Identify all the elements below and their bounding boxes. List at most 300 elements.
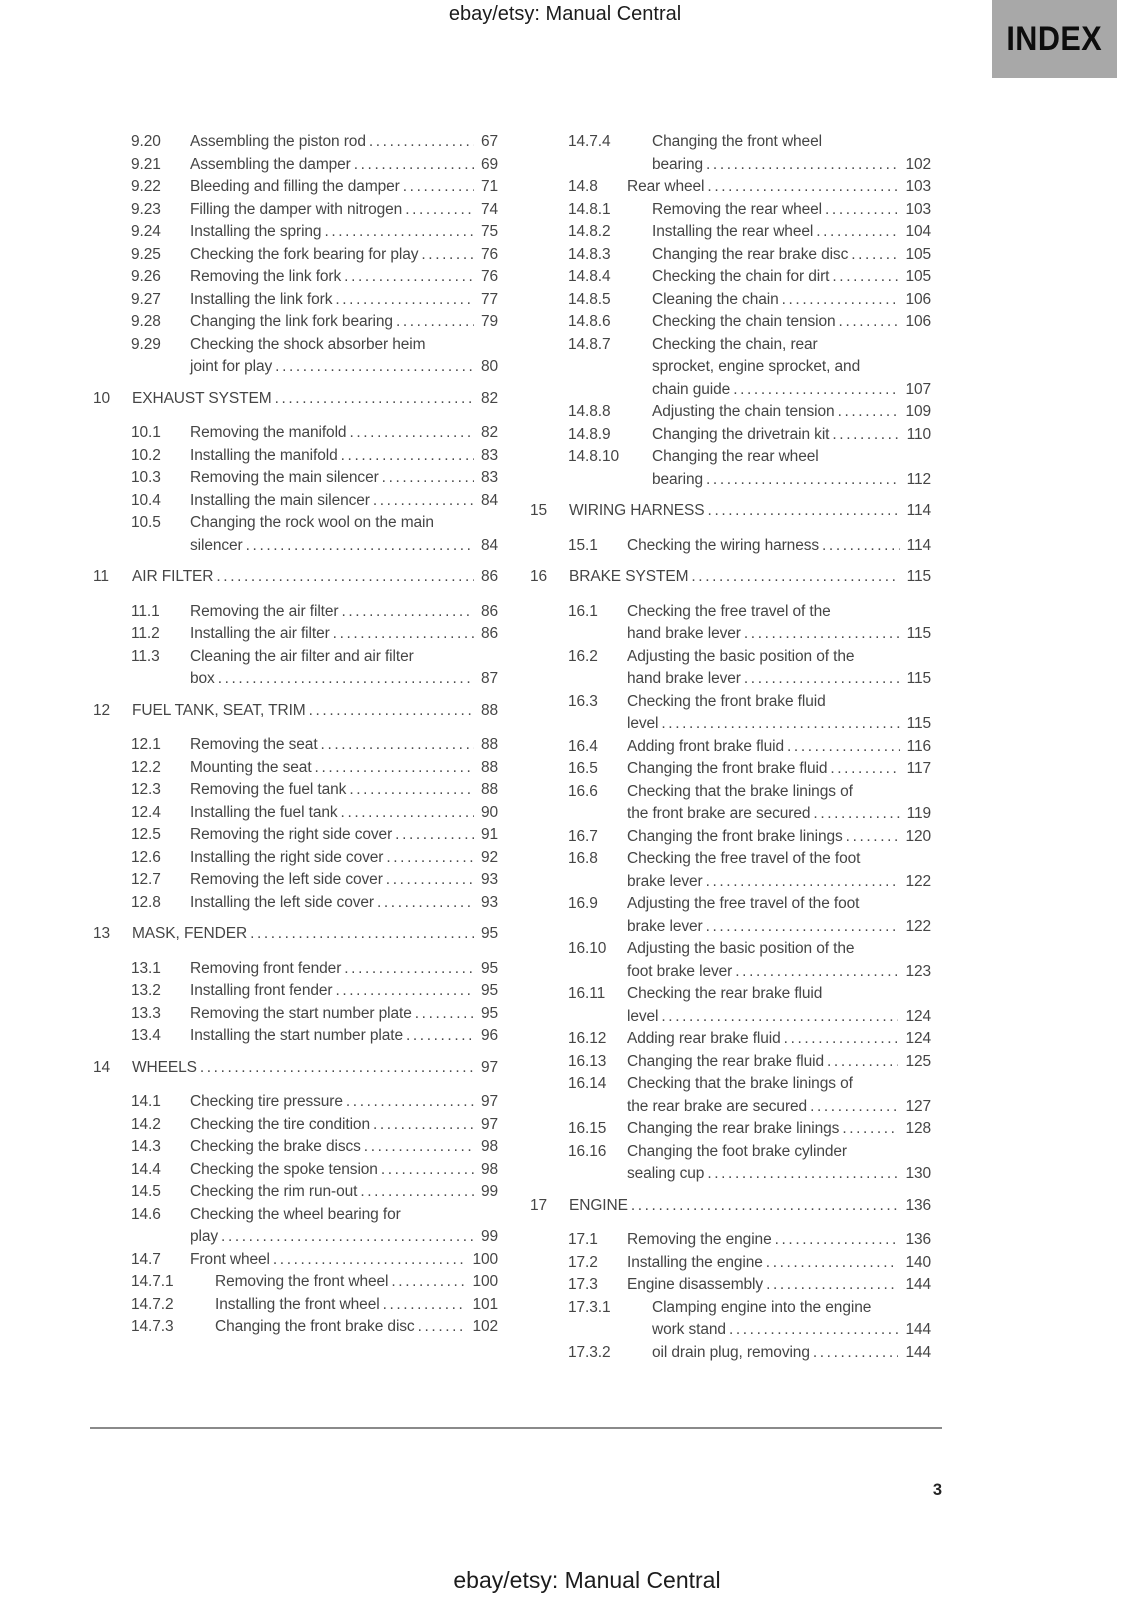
- toc-entry-body: [652, 311, 931, 334]
- toc-entry-page: 124: [905, 1030, 931, 1047]
- toc-entry-last-line: [627, 1051, 931, 1074]
- toc-entry-last-line: [190, 176, 498, 199]
- toc-entry-body: [652, 289, 931, 312]
- dot-leader: [335, 289, 474, 312]
- toc-entry-number: 16.7: [568, 827, 598, 845]
- toc-entry-title: Cleaning the chain: [652, 290, 779, 308]
- toc-chapter-row: [530, 500, 931, 523]
- toc-entry-page: 103: [905, 200, 931, 218]
- toc-entry-page: 90: [480, 803, 498, 821]
- toc-entry-number: 14.5: [131, 1183, 161, 1200]
- page-footer-title: ebay/etsy: Manual Central: [453, 1567, 721, 1593]
- toc-entry-body: [132, 700, 498, 723]
- toc-entry-title: Removing the rear wheel: [652, 200, 823, 218]
- toc-entry-body: [190, 1114, 498, 1137]
- toc-entry-body: [190, 1091, 498, 1114]
- toc-entry-last-line: [627, 1118, 931, 1141]
- toc-entry-last-line: [190, 1003, 498, 1026]
- toc-entry-number: 14.2: [131, 1115, 161, 1133]
- toc-entry-number: 13.3: [131, 1004, 161, 1022]
- footer-page-number: 3: [932, 1481, 942, 1499]
- dot-leader: [246, 535, 474, 558]
- toc-entry-title: Engine disassembly: [627, 1276, 764, 1293]
- toc-entry-body: [190, 980, 498, 1003]
- toc-entry-body: [652, 424, 931, 447]
- toc-entry-body: [627, 736, 931, 759]
- dot-leader: [832, 266, 898, 289]
- dot-leader: [360, 1181, 474, 1204]
- toc-entry-last-line: [190, 311, 498, 334]
- toc-entry-last-line: [190, 422, 498, 445]
- toc-entry-last-line: [627, 1006, 931, 1029]
- toc-entry-number: 13.1: [131, 959, 161, 977]
- toc-entry-title: chain guide: [652, 380, 731, 398]
- dot-leader: [729, 1319, 898, 1342]
- toc-entry-row: [530, 266, 931, 289]
- toc-entry-number: 9.20: [131, 133, 161, 150]
- toc-entry-title-line: Changing the rock wool on the main: [190, 514, 434, 531]
- toc-entry-row: [530, 535, 931, 558]
- toc-entry-title: foot brake lever: [627, 962, 733, 980]
- toc-entry-number: 11.2: [131, 625, 160, 642]
- dot-leader: [349, 779, 474, 802]
- toc-entry-title: Mounting the seat: [190, 758, 312, 776]
- dot-leader: [661, 1006, 898, 1029]
- toc-entry-row: [93, 1316, 498, 1339]
- toc-entry-title: Checking the fork bearing for play: [190, 245, 419, 263]
- toc-entry-body: [627, 1051, 931, 1074]
- toc-entry-row: [530, 131, 931, 176]
- dot-leader: [341, 445, 474, 468]
- toc-entry-title: Removing the manifold: [190, 424, 347, 441]
- toc-entry-last-line: [652, 221, 931, 244]
- toc-entry-body: [627, 826, 931, 849]
- toc-entry-page: 109: [905, 403, 931, 420]
- toc-entry-page: 127: [905, 1097, 931, 1115]
- toc-entry-body: [627, 601, 931, 646]
- toc-entry-last-line: [190, 356, 498, 379]
- toc-entry-page: 80: [480, 358, 498, 375]
- toc-entry-page: 122: [905, 872, 931, 890]
- toc-entry-body: [190, 199, 498, 222]
- toc-entry-row: [530, 646, 931, 691]
- toc-entry-body: [627, 1274, 931, 1297]
- toc-entry-body: [627, 1073, 931, 1118]
- toc-entry-number: 10: [93, 389, 111, 407]
- dot-leader: [341, 601, 473, 624]
- toc-entry-body: [190, 601, 498, 624]
- toc-entry-page: 98: [480, 1138, 498, 1155]
- toc-entry-number: 14.4: [131, 1160, 161, 1178]
- dot-leader: [349, 422, 474, 445]
- dot-leader: [354, 154, 474, 177]
- toc-entry-page: 93: [480, 893, 498, 911]
- toc-entry-body: [190, 244, 498, 267]
- toc-entry-last-line: [132, 700, 498, 723]
- toc-entry-row: [93, 1003, 498, 1026]
- toc-entry-title: bearing: [652, 155, 704, 173]
- toc-entry-page: 103: [905, 178, 931, 195]
- toc-entry-number: 14.7.2: [131, 1295, 174, 1313]
- toc-chapter-row: [530, 1195, 931, 1218]
- toc-entry-title: Changing the rear brake disc: [652, 245, 849, 263]
- toc-entry-last-line: [190, 490, 498, 513]
- toc-entry-title-line: Adjusting the free travel of the foot: [627, 895, 860, 912]
- toc-entry-page: 88: [480, 758, 498, 776]
- toc-entry-last-line: [627, 803, 931, 826]
- toc-entry-number: 15.1: [568, 536, 598, 554]
- toc-entry-title-line: Checking the free travel of the foot: [627, 850, 861, 867]
- toc-entry-last-line: [652, 266, 931, 289]
- toc-entry-page: 105: [905, 245, 931, 263]
- toc-entry-row: [93, 1159, 498, 1182]
- dot-leader: [775, 1229, 899, 1252]
- toc-entry-number: 12.7: [131, 871, 161, 888]
- dot-leader: [733, 379, 898, 402]
- dot-leader: [324, 221, 474, 244]
- toc-entry-number: 17.2: [568, 1253, 598, 1271]
- toc-entry-last-line: [652, 289, 931, 312]
- toc-entry-page: 86: [480, 602, 498, 620]
- dot-leader: [321, 734, 474, 757]
- toc-entry-body: [190, 892, 498, 915]
- dot-leader: [250, 923, 474, 946]
- toc-entry-row: [93, 512, 498, 557]
- toc-entry-body: [190, 734, 498, 757]
- toc-entry-row: [93, 131, 498, 154]
- toc-entry-last-line: [190, 734, 498, 757]
- toc-entry-title-line: Cleaning the air filter and air filter: [190, 647, 414, 665]
- toc-entry-number: 9.23: [131, 200, 161, 218]
- toc-entry-number: 14.1: [131, 1093, 161, 1110]
- toc-entry-last-line: [652, 1319, 931, 1342]
- toc-entry-number: 14.7: [131, 1250, 161, 1268]
- dot-leader: [275, 356, 474, 379]
- toc-entry-number: 16: [530, 568, 548, 585]
- toc-entry-last-line: [132, 923, 498, 946]
- toc-entry-title: Installing the rear wheel: [652, 223, 814, 240]
- toc-entry-row: [93, 199, 498, 222]
- toc-entry-row: [530, 446, 931, 491]
- toc-entry-title: silencer: [190, 536, 243, 554]
- toc-entry-title: Bleeding and filling the damper: [190, 178, 400, 195]
- toc-entry-title: Installing the manifold: [190, 446, 338, 464]
- toc-entry-title-line: Checking that the brake linings of: [627, 1075, 853, 1092]
- dot-leader: [344, 266, 474, 289]
- toc-entry-number: 9.28: [131, 313, 161, 330]
- toc-entry-title: Changing the drivetrain kit: [652, 425, 830, 443]
- toc-entry-title-line: Clamping engine into the engine: [652, 1298, 872, 1316]
- toc-entry-row: [93, 1136, 498, 1159]
- toc-entry-page: 101: [472, 1295, 498, 1313]
- toc-entry-title-line: Checking that the brake linings of: [627, 782, 853, 800]
- toc-entry-page: 79: [480, 313, 498, 330]
- toc-entry-page: 144: [905, 1276, 931, 1293]
- dot-leader: [691, 566, 899, 589]
- toc-entry-row: [530, 1118, 931, 1141]
- toc-entry-row: [530, 1252, 931, 1275]
- dot-leader: [373, 490, 474, 513]
- toc-entry-title-line: Checking the wheel bearing for: [190, 1205, 401, 1223]
- toc-entry-page: 97: [480, 1058, 498, 1076]
- toc-entry-body: [190, 757, 498, 780]
- dot-leader: [377, 892, 474, 915]
- dot-leader: [631, 1195, 899, 1218]
- dot-leader: [744, 668, 900, 691]
- toc-entry-page: 95: [480, 1004, 498, 1022]
- toc-entry-title: Checking the wiring harness: [627, 536, 820, 554]
- toc-entry-page: 83: [480, 469, 498, 486]
- toc-entry-body: [190, 958, 498, 981]
- toc-entry-row: [530, 1297, 931, 1342]
- toc-entry-row: [93, 734, 498, 757]
- dot-leader: [787, 736, 900, 759]
- toc-entry-number: 14.8.6: [568, 313, 611, 330]
- toc-entry-last-line: [190, 802, 498, 825]
- toc-entry-row: [530, 334, 931, 402]
- toc-entry-number: 16.5: [568, 760, 598, 777]
- dot-leader: [333, 623, 474, 646]
- toc-entry-title: Installing the start number plate: [190, 1027, 403, 1044]
- toc-entry-page: 97: [480, 1115, 498, 1133]
- toc-entry-last-line: [652, 401, 931, 424]
- toc-entry-title: Removing the main silencer: [190, 469, 379, 486]
- toc-entry-row: [530, 983, 931, 1028]
- toc-entry-page: 95: [480, 925, 498, 942]
- toc-entry-number: 17.3: [568, 1276, 598, 1293]
- toc-entry-last-line: [652, 424, 931, 447]
- toc-entry-body: [627, 691, 931, 736]
- toc-entry-title: Installing the engine: [627, 1253, 763, 1271]
- toc-entry-page: 84: [480, 536, 498, 554]
- dot-leader: [810, 1096, 898, 1119]
- index-tab-label: INDEX: [1006, 19, 1103, 58]
- toc-entry-last-line: [190, 445, 498, 468]
- toc-chapter-row: [93, 923, 498, 946]
- toc-entry-number: 16.15: [568, 1120, 607, 1137]
- toc-entry-page: 99: [480, 1228, 498, 1245]
- page-header-title: ebay/etsy: Manual Central: [448, 3, 682, 25]
- toc-entry-last-line: [190, 199, 498, 222]
- toc-entry-row: [530, 893, 931, 938]
- toc-entry-body: [652, 221, 931, 244]
- toc-entry-body: [215, 1294, 498, 1317]
- toc-entry-page: 114: [906, 502, 931, 519]
- toc-entry-title: Removing front fender: [190, 959, 342, 977]
- toc-entry-title-line: Adjusting the basic position of the: [627, 940, 855, 957]
- toc-entry-number: 12.6: [131, 848, 161, 866]
- toc-entry-last-line: [190, 1249, 498, 1272]
- toc-entry-number: 10.1: [131, 424, 161, 441]
- toc-entry-title: box: [190, 670, 215, 687]
- toc-entry-number: 16.10: [568, 940, 607, 957]
- toc-entry-body: [652, 401, 931, 424]
- toc-entry-title: BRAKE SYSTEM: [569, 568, 689, 585]
- toc-entry-number: 14.8: [568, 178, 598, 195]
- toc-entry-body: [190, 289, 498, 312]
- toc-entry-body: [627, 1028, 931, 1051]
- toc-entry-body: [190, 266, 498, 289]
- toc-entry-number: 16.4: [568, 737, 598, 755]
- toc-entry-page: 140: [905, 1253, 931, 1271]
- dot-leader: [396, 311, 474, 334]
- toc-entry-page: 128: [905, 1120, 931, 1137]
- toc-entry-title: Checking the brake discs: [190, 1138, 361, 1155]
- toc-entry-page: 74: [480, 200, 498, 218]
- toc-entry-body: [190, 490, 498, 513]
- toc-entry-last-line: [627, 713, 931, 736]
- toc-entry-body: [652, 199, 931, 222]
- toc-entry-body: [627, 983, 931, 1028]
- toc-entry-title: Installing the main silencer: [190, 491, 370, 509]
- toc-entry-title: Changing the rear brake fluid: [627, 1052, 825, 1070]
- toc-entry-row: [93, 824, 498, 847]
- toc-entry-body: [569, 1195, 931, 1218]
- toc-entry-body: [190, 1159, 498, 1182]
- toc-entry-body: [627, 893, 931, 938]
- toc-entry-title: Removing the seat: [190, 736, 318, 753]
- toc-entry-last-line: [190, 779, 498, 802]
- toc-entry-last-line: [190, 1181, 498, 1204]
- toc-entry-page: 84: [480, 491, 498, 509]
- toc-entry-row: [93, 467, 498, 490]
- toc-entry-row: [530, 601, 931, 646]
- toc-entry-body: [627, 781, 931, 826]
- toc-entry-title: Removing the engine: [627, 1231, 772, 1248]
- toc-entry-body: [190, 445, 498, 468]
- toc-entry-last-line: [627, 758, 931, 781]
- toc-entry-page: 106: [905, 313, 931, 330]
- dot-leader: [346, 1091, 474, 1114]
- toc-entry-page: 119: [906, 805, 931, 822]
- toc-entry-row: [530, 1141, 931, 1186]
- toc-entry-body: [190, 154, 498, 177]
- toc-entry-number: 9.26: [131, 268, 161, 285]
- dot-leader: [832, 424, 899, 447]
- toc-entry-page: 104: [905, 223, 931, 240]
- toc-entry-title: hand brake lever: [627, 625, 741, 642]
- toc-entry-title: Checking the tire condition: [190, 1115, 370, 1133]
- toc-entry-number: 16.1: [568, 602, 598, 620]
- toc-entry-page: 95: [480, 982, 498, 999]
- toc-entry-row: [93, 445, 498, 468]
- toc-entry-page: 67: [480, 133, 498, 150]
- toc-entry-number: 13: [93, 925, 111, 942]
- toc-entry-last-line: [190, 221, 498, 244]
- toc-entry-body: [652, 1297, 931, 1342]
- dot-leader: [391, 1271, 465, 1294]
- toc-entry-title: work stand: [652, 1321, 726, 1338]
- toc-entry-number: 14.8.4: [568, 268, 611, 285]
- toc-entry-row: [530, 244, 931, 267]
- toc-entry-page: 123: [905, 962, 931, 980]
- toc-entry-page: 105: [905, 268, 931, 285]
- toc-entry-title: Installing the right side cover: [190, 848, 384, 866]
- toc-entry-title-line: Checking the shock absorber heim: [190, 335, 426, 353]
- toc-entry-page: 98: [480, 1160, 498, 1178]
- dot-leader: [813, 803, 899, 826]
- toc-entry-title: brake lever: [627, 917, 703, 935]
- toc-entry-page: 122: [905, 917, 931, 935]
- toc-entry-title: Removing the left side cover: [190, 871, 383, 888]
- toc-entry-title-line: Changing the front wheel: [652, 133, 822, 150]
- toc-entry-title-line: Changing the rear wheel: [652, 448, 819, 465]
- toc-entry-last-line: [190, 892, 498, 915]
- toc-entry-row: [530, 1073, 931, 1118]
- toc-entry-page: 75: [480, 223, 498, 240]
- toc-entry-body: [190, 847, 498, 870]
- toc-entry-page: 87: [480, 670, 498, 687]
- dot-leader: [708, 500, 900, 523]
- toc-entry-body: [627, 1229, 931, 1252]
- toc-entry-row: [93, 869, 498, 892]
- toc-entry-page: 88: [480, 701, 498, 719]
- dot-leader: [838, 401, 899, 424]
- toc-entry-number: 14.8.7: [568, 335, 611, 353]
- toc-entry-last-line: [190, 668, 498, 691]
- dot-leader: [382, 467, 474, 490]
- toc-entry-row: [93, 1181, 498, 1204]
- toc-entry-number: 12.3: [131, 781, 161, 798]
- toc-entry-title: Changing the link fork bearing: [190, 313, 393, 330]
- toc-entry-page: 136: [905, 1196, 931, 1214]
- toc-entry-row: [93, 311, 498, 334]
- toc-entry-title: Assembling the piston rod: [190, 133, 366, 150]
- toc-entry-last-line: [627, 176, 931, 199]
- toc-entry-page: 93: [480, 871, 498, 888]
- toc-entry-number: 16.11: [568, 985, 606, 1002]
- toc-column-right: [530, 131, 931, 1364]
- toc-entry-body: [627, 848, 931, 893]
- toc-entry-number: 14.8.2: [568, 223, 611, 240]
- toc-entry-title: oil drain plug, removing: [652, 1343, 810, 1361]
- toc-entry-number: 14.8.1: [568, 200, 611, 218]
- toc-entry-row: [93, 892, 498, 915]
- dot-leader: [735, 961, 898, 984]
- dot-leader: [406, 1025, 474, 1048]
- toc-entry-title: Changing the front brake disc: [215, 1318, 415, 1335]
- toc-column-left: [93, 131, 498, 1339]
- toc-entry-number: 9.29: [131, 335, 161, 353]
- dot-leader: [218, 668, 474, 691]
- toc-entry-number: 11.3: [131, 647, 160, 665]
- toc-entry-number: 14.8.5: [568, 290, 611, 308]
- toc-entry-last-line: [132, 1057, 498, 1080]
- toc-entry-body: [190, 311, 498, 334]
- toc-entry-title: Checking tire pressure: [190, 1093, 343, 1110]
- toc-entry-title: bearing: [652, 470, 704, 488]
- toc-entry-body: [627, 176, 931, 199]
- dot-leader: [395, 824, 474, 847]
- toc-entry-title: Assembling the damper: [190, 155, 351, 173]
- toc-entry-page: 77: [480, 290, 498, 308]
- toc-chapter-row: [530, 566, 931, 589]
- dot-leader: [369, 131, 474, 154]
- toc-entry-row: [530, 199, 931, 222]
- toc-entry-row: [93, 334, 498, 379]
- toc-entry-body: [190, 824, 498, 847]
- toc-entry-row: [93, 623, 498, 646]
- toc-entry-row: [93, 154, 498, 177]
- toc-entry-row: [93, 847, 498, 870]
- toc-entry-body: [627, 758, 931, 781]
- dot-leader: [839, 311, 899, 334]
- toc-entry-row: [530, 691, 931, 736]
- toc-entry-number: 12: [93, 701, 111, 719]
- toc-entry-page: 106: [905, 290, 931, 308]
- toc-entry-title: EXHAUST SYSTEM: [132, 389, 272, 407]
- toc-entry-last-line: [190, 824, 498, 847]
